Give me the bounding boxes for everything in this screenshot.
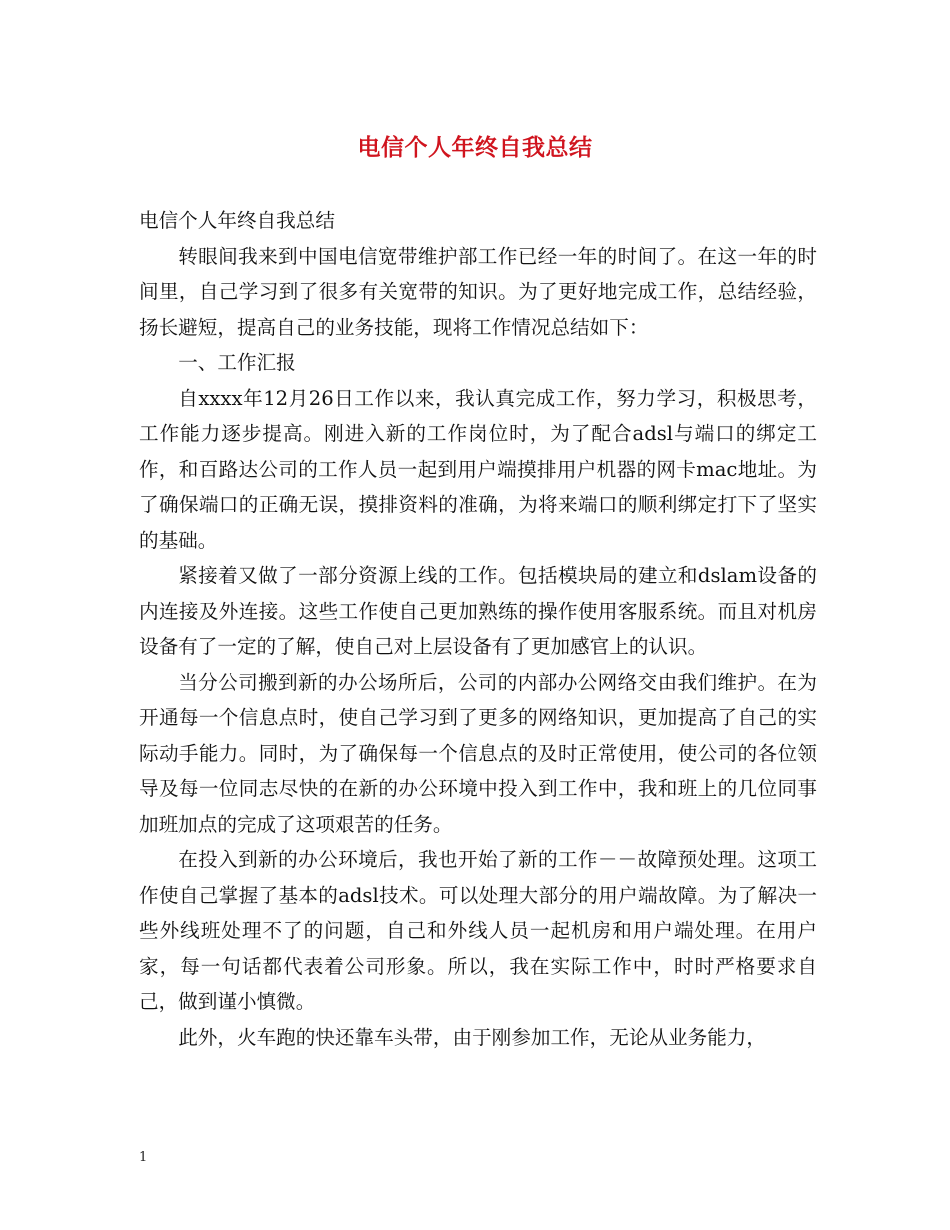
document-title: 电信个人年终自我总结	[357, 135, 593, 161]
paragraph-resource-online: 紧接着又做了一部分资源上线的工作。包括模块局的建立和dslam设备的内连接及外连接。这些工作使自己更加熟练的操作使用客服系统。而且对机房设备有了一定的了解，使自己对上层设备有了更加感官上的认识。	[139, 564, 817, 658]
document-body	[139, 203, 817, 1055]
paragraph-office-network: 当分公司搬到新的办公场所后，公司的内部办公网络交由我们维护。在为开通每一个信息点时，使自己学习到了更多的网络知识，更加提高了自己的实际动手能力。同时，为了确保每一个信息点的及时正常使用，使公司的各位领导及每一位同志尽快的在新的办公环境中投入到工作中，我和班上的几位同事加班加点的完成了这项艰苦的任务。	[139, 670, 817, 836]
document-subtitle: 电信个人年终自我总结	[139, 209, 335, 232]
paragraph-fault-preprocessing: 在投入到新的办公环境后，我也开始了新的工作－－故障预处理。这项工作使自己掌握了基本的adsl技术。可以处理大部分的用户端故障。为了解决一些外线班处理不了的问题，自己和外线人员一起机房和用户端处理。在用户家，每一句话都代表着公司形象。所以，我在实际工作中，时时严格要求自己，做到谨小慎微。	[139, 848, 817, 1013]
paragraph-intro: 转眼间我来到中国电信宽带维护部工作已经一年的时间了。在这一年的时间里，自己学习到了很多有关宽带的知识。为了更好地完成工作，总结经验，扬长避短，提高自己的业务技能，现将工作情况总结如下：	[139, 244, 817, 339]
section-heading-work-report: 一、工作汇报	[178, 351, 296, 374]
paragraph-continuation: 此外，火车跑的快还靠车头带，由于刚参加工作，无论从业务能力，	[178, 1025, 766, 1049]
page-number: 1	[139, 1150, 148, 1165]
paragraph-port-binding: 自xxxx年12月26日工作以来，我认真完成工作，努力学习，积极思考，工作能力逐步提高。刚进入新的工作岗位时，为了配合adsl与端口的绑定工作，和百路达公司的工作人员一起到用户端摸排用户机器的网卡mac地址。为了确保端口的正确无误，摸排资料的准确，为将来端口的顺利绑定打下了坚实的基础。	[139, 386, 817, 552]
